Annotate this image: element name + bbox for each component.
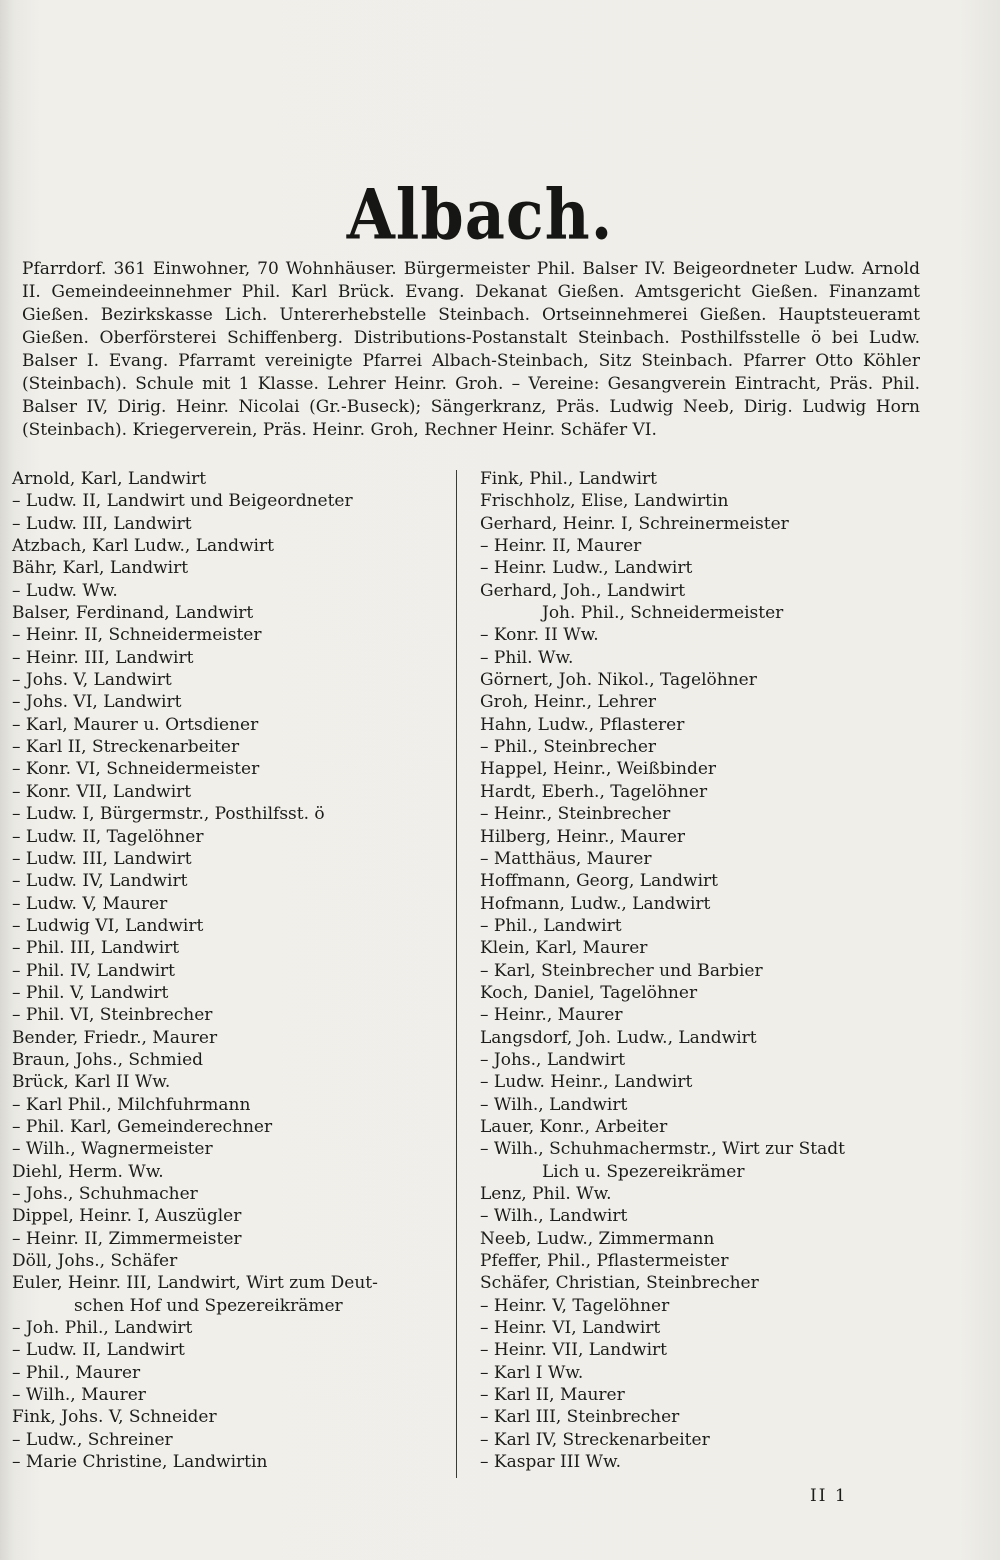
list-item: – Karl, Steinbrecher und Barbier: [480, 960, 763, 981]
list-item: Lich u. Spezereikrämer: [542, 1161, 745, 1182]
list-item: Groh, Heinr., Lehrer: [480, 692, 657, 713]
list-item: – Heinr. VII, Landwirt: [480, 1340, 667, 1361]
list-item: – Ludw. III, Landwirt: [12, 513, 192, 534]
list-item: – Phil., Steinbrecher: [480, 737, 657, 758]
list-item: Koch, Daniel, Tagelöhner: [480, 982, 698, 1003]
page-title: Albach.: [346, 173, 614, 256]
list-item: – Karl IV, Streckenarbeiter: [480, 1429, 710, 1450]
list-item: – Heinr. V, Tagelöhner: [480, 1295, 670, 1316]
list-item: – Wilh., Landwirt: [480, 1206, 628, 1227]
list-item: Lenz, Phil. Ww.: [480, 1184, 612, 1204]
list-item: Fink, Phil., Landwirt: [480, 469, 657, 489]
list-item: – Marie Christine, Landwirtin: [12, 1452, 268, 1473]
list-item: – Heinr. II, Schneidermeister: [12, 625, 262, 646]
list-item: Dippel, Heinr. I, Auszügler: [12, 1206, 242, 1227]
list-item: – Wilh., Landwirt: [480, 1094, 628, 1115]
list-item: – Wilh., Schuhmachermstr., Wirt zur Stadt: [480, 1139, 845, 1160]
list-item: – Karl Phil., Milchfuhrmann: [12, 1094, 251, 1115]
list-item: – Konr. II Ww.: [480, 625, 599, 646]
list-item: – Phil. VI, Steinbrecher: [12, 1005, 213, 1026]
list-item: – Wilh., Maurer: [12, 1385, 146, 1406]
list-item: – Phil. IV, Landwirt: [12, 960, 176, 981]
list-item: Euler, Heinr. III, Landwirt, Wirt zum Deut-: [12, 1273, 378, 1294]
list-item: schen Hof und Spezereikrämer: [74, 1295, 343, 1316]
list-item: – Heinr. Ludw., Landwirt: [480, 558, 693, 579]
list-item: Braun, Johs., Schmied: [12, 1049, 204, 1070]
list-item: Diehl, Herm. Ww.: [12, 1161, 164, 1182]
list-item: – Wilh., Wagnermeister: [12, 1139, 213, 1160]
list-item: Hofmann, Ludw., Landwirt: [480, 893, 711, 914]
list-item: Hahn, Ludw., Pflasterer: [480, 714, 685, 735]
list-item: – Heinr. VI, Landwirt: [480, 1318, 661, 1339]
list-item: – Phil. Karl, Gemeinderechner: [12, 1116, 273, 1137]
page-number: II 1: [810, 1486, 848, 1506]
list-item: Joh. Phil., Schneidermeister: [542, 603, 784, 624]
list-item: – Phil., Maurer: [12, 1362, 141, 1383]
list-item: – Heinr., Steinbrecher: [480, 804, 671, 825]
list-item: Balser, Ferdinand, Landwirt: [12, 603, 254, 624]
list-item: – Johs., Landwirt: [480, 1049, 626, 1070]
list-item: Gerhard, Joh., Landwirt: [480, 580, 686, 601]
list-item: – Johs. VI, Landwirt: [12, 692, 182, 713]
column-divider: [456, 470, 457, 1478]
intro-paragraph: [22, 258, 920, 442]
list-item: – Heinr., Maurer: [480, 1005, 623, 1026]
list-item: – Phil. Ww.: [480, 647, 574, 668]
list-item: – Phil., Landwirt: [480, 915, 622, 936]
list-item: Fink, Johs. V, Schneider: [12, 1407, 217, 1428]
list-item: – Karl, Maurer u. Ortsdiener: [12, 714, 259, 735]
list-item: Atzbach, Karl Ludw., Landwirt: [12, 536, 274, 557]
list-item: Hilberg, Heinr., Maurer: [480, 826, 686, 847]
list-item: – Heinr. II, Maurer: [480, 536, 642, 557]
list-item: – Ludw. Ww.: [12, 580, 118, 601]
resident-list-left: [12, 468, 452, 1473]
list-item: Görnert, Joh. Nikol., Tagelöhner: [480, 670, 757, 691]
list-item: – Ludw. III, Landwirt: [12, 848, 192, 869]
intro-text: Pfarrdorf. 361 Einwohner, 70 Wohnhäuser. Bürgermeister Phil. Balser IV. Beigeordneter Ludw. Arnold II. Gemeindeeinnehmer Phil. Karl Brück. Evang. Dekanat Gießen. Amtsgericht Gießen. Finanzamt Gießen. Bezirkskasse Lich. Untererhebstelle Steinbach. Ortseinnehmerei Gießen. Hauptsteueramt Gießen. Oberförsterei Schiffenberg. Distributions-Postanstalt Steinbach. Posthilfsstelle ö bei Ludw. Balser I. Evang. Pfarramt vereinigte Pfarrei Albach-Steinbach, Sitz Steinbach. Pfarrer Otto Köhler (Steinbach). Schule mit 1 Klasse. Lehrer Heinr. Groh. – Vereine: Gesangverein Eintracht, Präs. Phil. Balser IV, Dirig. Heinr. Nicolai (Gr.-Buseck); Sängerkranz, Präs. Ludwig Neeb, Dirig. Ludwig Horn (Steinbach). Kriegerverein, Präs. Heinr. Groh, Rechner Heinr. Schäfer VI.: [22, 259, 920, 440]
list-item: Gerhard, Heinr. I, Schreinermeister: [480, 513, 789, 534]
list-item: – Phil. III, Landwirt: [12, 938, 180, 959]
list-item: – Ludw. V, Maurer: [12, 893, 168, 914]
list-item: – Johs. V, Landwirt: [12, 670, 172, 691]
list-item: Neeb, Ludw., Zimmermann: [480, 1228, 715, 1249]
bleed-through-header: [300, 48, 307, 69]
list-item: – Heinr. II, Zimmermeister: [12, 1228, 242, 1249]
list-item: – Ludwig VI, Landwirt: [12, 915, 204, 936]
list-item: Brück, Karl II Ww.: [12, 1072, 171, 1093]
list-item: – Konr. VI, Schneidermeister: [12, 759, 260, 780]
list-item: – Karl III, Steinbrecher: [480, 1407, 680, 1428]
list-item: – Konr. VII, Landwirt: [12, 781, 192, 802]
list-item: – Phil. V, Landwirt: [12, 982, 169, 1003]
list-item: – Johs., Schuhmacher: [12, 1184, 198, 1204]
list-item: Bähr, Karl, Landwirt: [12, 558, 189, 579]
list-item: Hoffmann, Georg, Landwirt: [480, 871, 718, 892]
list-item: – Kaspar III Ww.: [480, 1452, 621, 1473]
list-item: – Heinr. III, Landwirt: [12, 647, 194, 668]
list-item: Happel, Heinr., Weißbinder: [480, 759, 717, 780]
list-item: – Ludw. II, Landwirt und Beigeordneter: [12, 491, 353, 512]
list-item: – Ludw. IV, Landwirt: [12, 871, 188, 892]
list-item: Klein, Karl, Maurer: [480, 938, 648, 959]
list-item: – Karl I Ww.: [480, 1362, 584, 1383]
list-item: – Ludw. II, Tagelöhner: [12, 826, 204, 847]
list-item: Pfeffer, Phil., Pflastermeister: [480, 1251, 729, 1272]
list-item: – Karl II, Streckenarbeiter: [12, 737, 240, 758]
list-item: Bender, Friedr., Maurer: [12, 1027, 218, 1048]
list-item: Döll, Johs., Schäfer: [12, 1251, 178, 1272]
list-item: – Ludw. Heinr., Landwirt: [480, 1072, 693, 1093]
resident-list-right: [480, 468, 950, 1473]
list-item: Frischholz, Elise, Landwirtin: [480, 491, 729, 512]
list-item: Lauer, Konr., Arbeiter: [480, 1116, 668, 1137]
list-item: Schäfer, Christian, Steinbrecher: [480, 1273, 759, 1294]
list-item: Langsdorf, Joh. Ludw., Landwirt: [480, 1027, 757, 1048]
list-item: – Ludw. II, Landwirt: [12, 1340, 185, 1361]
list-item: Hardt, Eberh., Tagelöhner: [480, 781, 708, 802]
list-item: – Karl II, Maurer: [480, 1385, 625, 1406]
list-item: – Ludw. I, Bürgermstr., Posthilfsst. ö: [12, 804, 325, 825]
list-item: – Joh. Phil., Landwirt: [12, 1318, 193, 1339]
list-item: Arnold, Karl, Landwirt: [12, 469, 207, 489]
list-item: – Ludw., Schreiner: [12, 1429, 173, 1450]
list-item: – Matthäus, Maurer: [480, 848, 652, 869]
